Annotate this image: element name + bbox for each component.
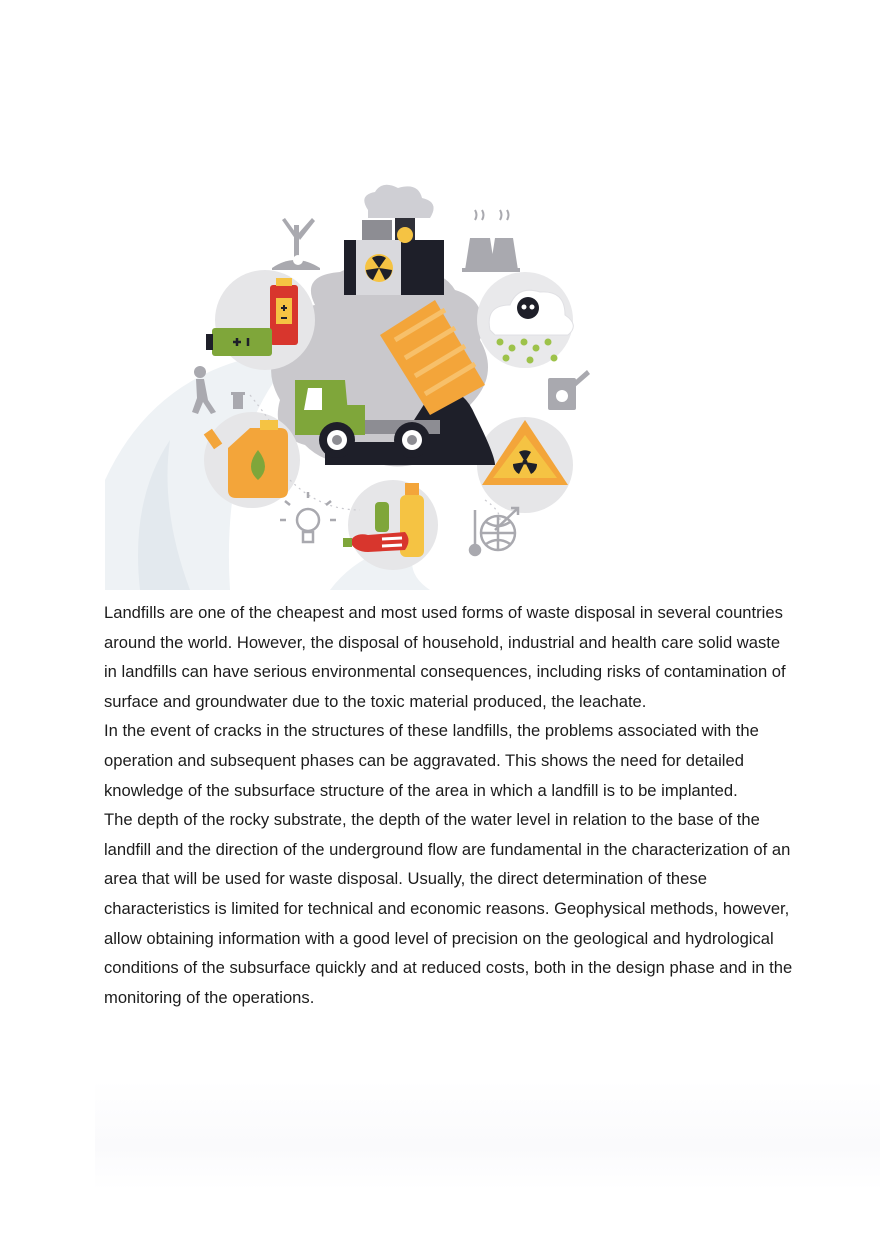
article-body	[104, 598, 794, 1012]
article-paragraph-3: The depth of the rocky substrate, the depth of the water level in relation to the base of the landfill and the direction of the underground flow are fundamental in the characterization of an area that will be used for waste disposal. Usually, the direct determination of these characteristics is limited for technical and economic reasons. Geophysical methods, however, allow obtaining information with a good level of precision on the geological and hydrological conditions of the subsurface quickly and at reduced costs, both in the design phase and in the monitoring of the operations.	[104, 810, 793, 1007]
thermometer-globe-icon	[470, 508, 518, 555]
lightbulb-icon	[280, 492, 336, 542]
page-background-shade	[95, 1080, 880, 1190]
article-paragraph-2: In the event of cracks in the structures of these landfills, the problems associated with the operation and subsequent phases can be aggravated. This shows the need for detailed knowledge of the subsurface structure of the area in which a landfill is to be implanted.	[104, 721, 759, 800]
landfill-pollution-illustration	[100, 180, 600, 590]
nuclear-factory-icon	[344, 185, 444, 295]
dead-tree-icon	[272, 218, 320, 270]
article-paragraph-1: Landfills are one of the cheapest and most used forms of waste disposal in several countries around the world. However, the disposal of household, industrial and health care solid waste in landfills can have serious environmental consequences, including risks of contamination of surface and groundwater due to the toxic material produced, the leachate.	[104, 603, 786, 711]
chemical-container-icon	[548, 370, 590, 410]
cooling-towers-icon	[462, 210, 520, 272]
